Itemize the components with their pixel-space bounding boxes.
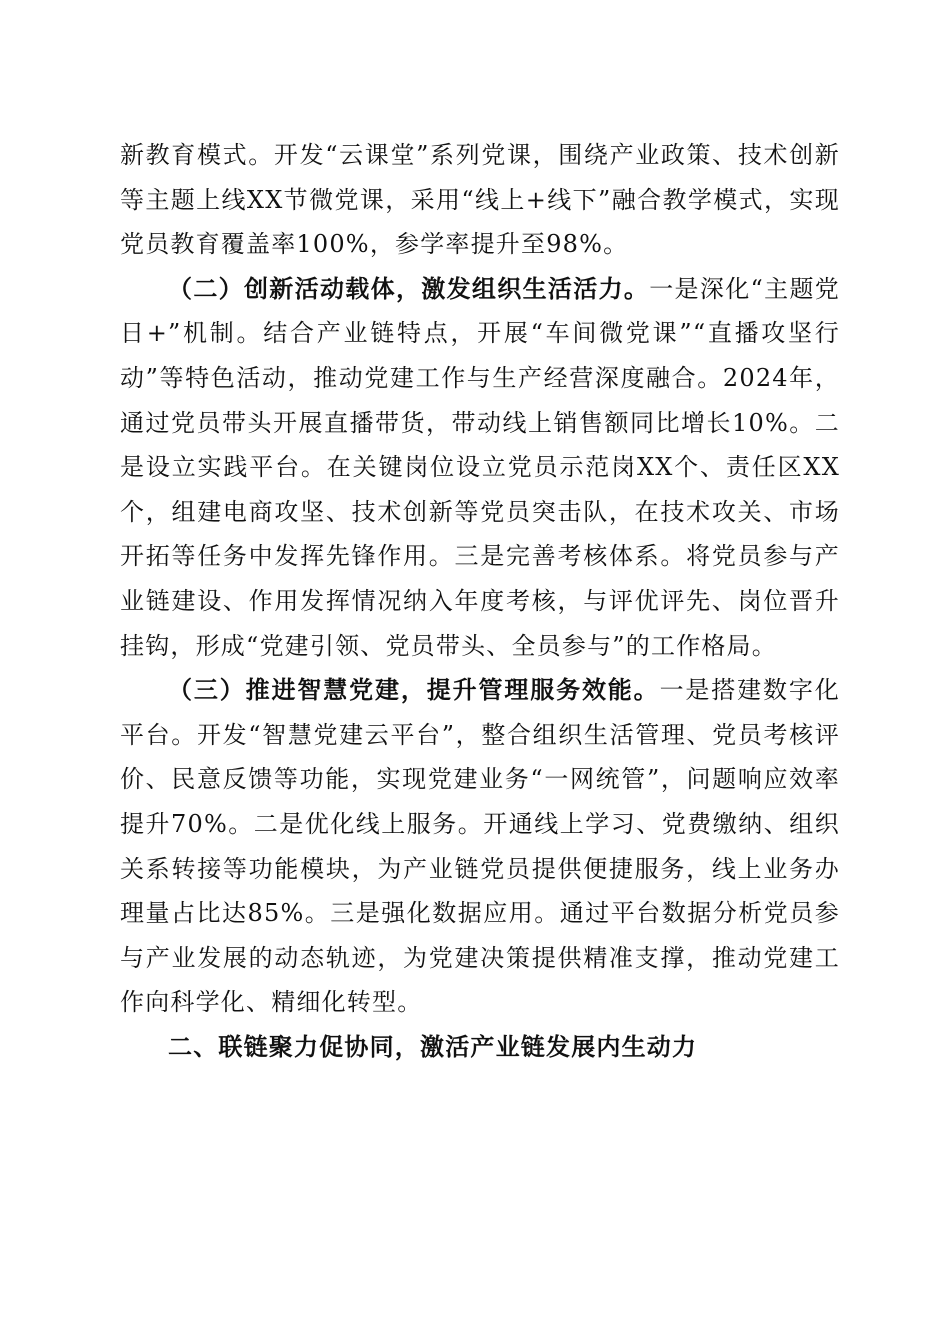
paragraph-smart-party-building <box>120 668 840 1025</box>
paragraph-activity-carriers <box>120 267 840 668</box>
paragraph-2-text: 一是深化“主题党日+”机制。结合产业链特点，开展“车间微党课”“直播攻坚行动”等特色活动，推动党建工作与生产经营深度融合。2024年，通过党员带头开展直播带货，带动线上销售额同比增长10%。二是设立实践平台。在关键岗位设立党员示范岗XX个、责任区XX个，组建电商攻坚、技术创新等党员突击队，在技术攻关、市场开拓等任务中发挥先锋作用。三是完善考核体系。将党员参与产业链建设、作用发挥情况纳入年度考核，与评优评先、岗位晋升挂钩，形成“党建引领、党员带头、全员参与”的工作格局。 <box>120 274 840 660</box>
paragraph-3-lead: （三）推进智慧党建，提升管理服务效能。 <box>168 676 660 705</box>
paragraph-continued <box>120 133 840 267</box>
document-page <box>120 133 840 1069</box>
paragraph-3-text: 一是搭建数字化平台。开发“智慧党建云平台”，整合组织生活管理、党员考核评价、民意反馈等功能，实现党建业务“一网统管”，问题响应效率提升70%。二是优化线上服务。开通线上学习、党费缴纳、组织关系转接等功能模块，为产业链党员提供便捷服务，线上业务办理量占比达85%。三是强化数据应用。通过平台数据分析党员参与产业发展的动态轨迹，为党建决策提供精准支撑，推动党建工作向科学化、精细化转型。 <box>120 676 840 1017</box>
section-heading: 二、联链聚力促协同，激活产业链发展内生动力 <box>168 1032 698 1061</box>
paragraph-2-lead: （二）创新活动载体，激发组织生活活力。 <box>168 274 650 303</box>
paragraph-1-text: 新教育模式。开发“云课堂”系列党课，围绕产业政策、技术创新等主题上线XX节微党课，采用“线上+线下”融合教学模式，实现党员教育覆盖率100%，参学率提升至98%。 <box>120 141 840 259</box>
